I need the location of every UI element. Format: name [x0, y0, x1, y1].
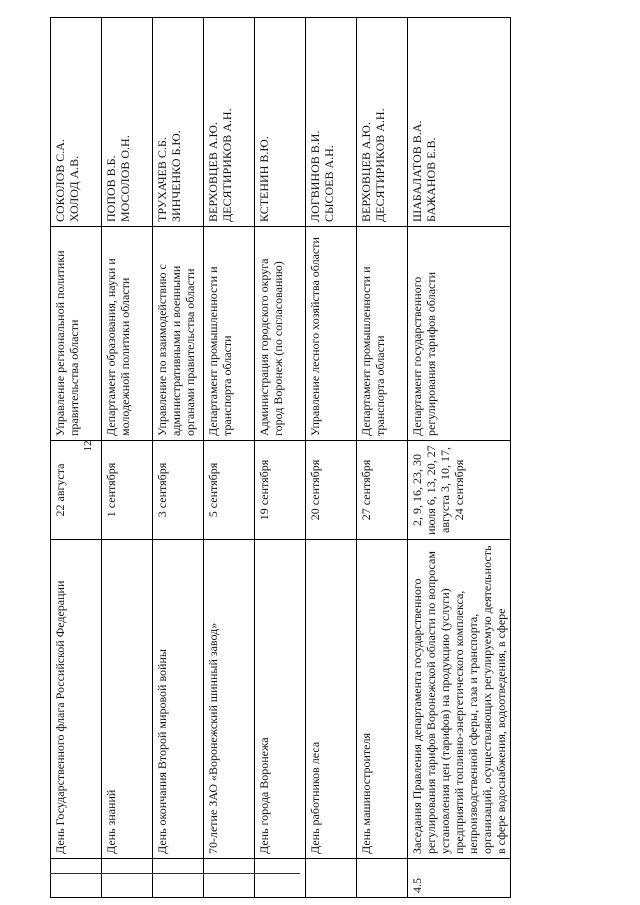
- responsible-person: ДЕСЯТИРИКОВ А.Н.: [220, 108, 234, 222]
- executor-cell: Управление по взаимодействию с административными и военными органами правительства области: [153, 227, 204, 441]
- date-cell: 1 сентября: [102, 441, 153, 540]
- events-table: [50, 17, 511, 898]
- responsible-person: ЛОГВИНОВ В.И.: [308, 130, 322, 222]
- event-cell: Заседания Правления департамента государственного регулирования тарифов Воронежской области по вопросам установления цен (тарифов) на продукцию (услуги) предприятий топливно-энергетического комплекса, непроизводственной сферы, газа и транспорта, организаций, осуществляющих регулируемую деятельность в сфере водоснабжения, водоотведения, в сфере: [408, 540, 511, 859]
- event-cell: День машиностроителя: [357, 540, 408, 859]
- responsible-cell: [153, 18, 204, 227]
- row-number-cell: [102, 859, 153, 898]
- table-row: [255, 18, 306, 898]
- row-number-cell: [153, 859, 204, 898]
- table-row: [204, 18, 255, 898]
- responsible-person: ШАБАЛАТОВ В.А.: [410, 120, 424, 222]
- responsible-person: ХОЛОД А.В.: [67, 155, 81, 222]
- table-row: [102, 18, 153, 898]
- responsible-person: ПОПОВ В.Б.: [104, 155, 118, 222]
- date-cell: 3 сентября: [153, 441, 204, 540]
- page-number: 12: [82, 440, 94, 452]
- responsible-cell: [102, 18, 153, 227]
- executor-cell: Управление региональной политики правительства области: [51, 227, 102, 441]
- date-cell: 22 августа: [51, 441, 102, 540]
- event-cell: День города Воронежа: [255, 540, 306, 859]
- table-row: [357, 18, 408, 898]
- event-cell: 70-летие ЗАО «Воронежский шинный завод»: [204, 540, 255, 859]
- row-number-cell: 4.5: [408, 859, 511, 898]
- row-number-cell: [204, 859, 255, 898]
- date-cell: 20 сентября: [306, 441, 357, 540]
- responsible-cell: [306, 18, 357, 227]
- executor-cell: Департамент промышленности и транспорта области: [357, 227, 408, 441]
- rotated-table-container: [50, 63, 610, 898]
- footnote-separator: [50, 873, 300, 874]
- event-cell: День Государственного флага Российской Федерации: [51, 540, 102, 859]
- date-cell: 2, 9, 16, 23, 30 июля 6, 13, 20, 27 августа 3, 10, 17, 24 сентября: [408, 441, 511, 540]
- row-number-cell: [51, 859, 102, 898]
- responsible-person: ЗИНЧЕНКО Б.Ю.: [169, 130, 183, 222]
- executor-cell: Департамент образования, науки и молодежной политики области: [102, 227, 153, 441]
- event-cell: День окончания Второй мировой войны: [153, 540, 204, 859]
- date-cell: 19 сентября: [255, 441, 306, 540]
- responsible-cell: [408, 18, 511, 227]
- table-row: [306, 18, 357, 898]
- executor-cell: Управление лесного хозяйства области: [306, 227, 357, 441]
- responsible-cell: [51, 18, 102, 227]
- responsible-person: СЫСОЕВ А.Н.: [322, 145, 336, 222]
- responsible-person: БАЖАНОВ Е.В.: [424, 137, 438, 222]
- responsible-cell: [255, 18, 306, 227]
- responsible-person: МОСОЛОВ О.Н.: [118, 135, 132, 222]
- event-cell: День знаний: [102, 540, 153, 859]
- responsible-person: ВЕРХОВЦЕВ А.Ю.: [359, 122, 373, 222]
- executor-cell: Департамент промышленности и транспорта области: [204, 227, 255, 441]
- date-cell: 5 сентября: [204, 441, 255, 540]
- row-number-cell: [357, 859, 408, 898]
- executor-cell: Департамент государственного регулирования тарифов области: [408, 227, 511, 441]
- executor-cell: Администрация городского округа город Воронеж (по согласованию): [255, 227, 306, 441]
- event-cell: День работников леса: [306, 540, 357, 859]
- responsible-person: СОКОЛОВ С.А.: [53, 139, 67, 222]
- table-row: [153, 18, 204, 898]
- responsible-person: ВЕРХОВЦЕВ А.Ю.: [206, 122, 220, 222]
- responsible-cell: [357, 18, 408, 227]
- table-row: [51, 18, 102, 898]
- responsible-cell: [204, 18, 255, 227]
- responsible-person: ТРУХАЧЕВ С.Б.: [155, 137, 169, 222]
- table-row: [408, 18, 511, 898]
- row-number-cell: [255, 859, 306, 898]
- responsible-person: ДЕСЯТИРИКОВ А.Н.: [373, 108, 387, 222]
- date-cell: 27 сентября: [357, 441, 408, 540]
- responsible-person: КСТЕНИН В.Ю.: [257, 136, 271, 222]
- row-number-cell: [306, 859, 357, 898]
